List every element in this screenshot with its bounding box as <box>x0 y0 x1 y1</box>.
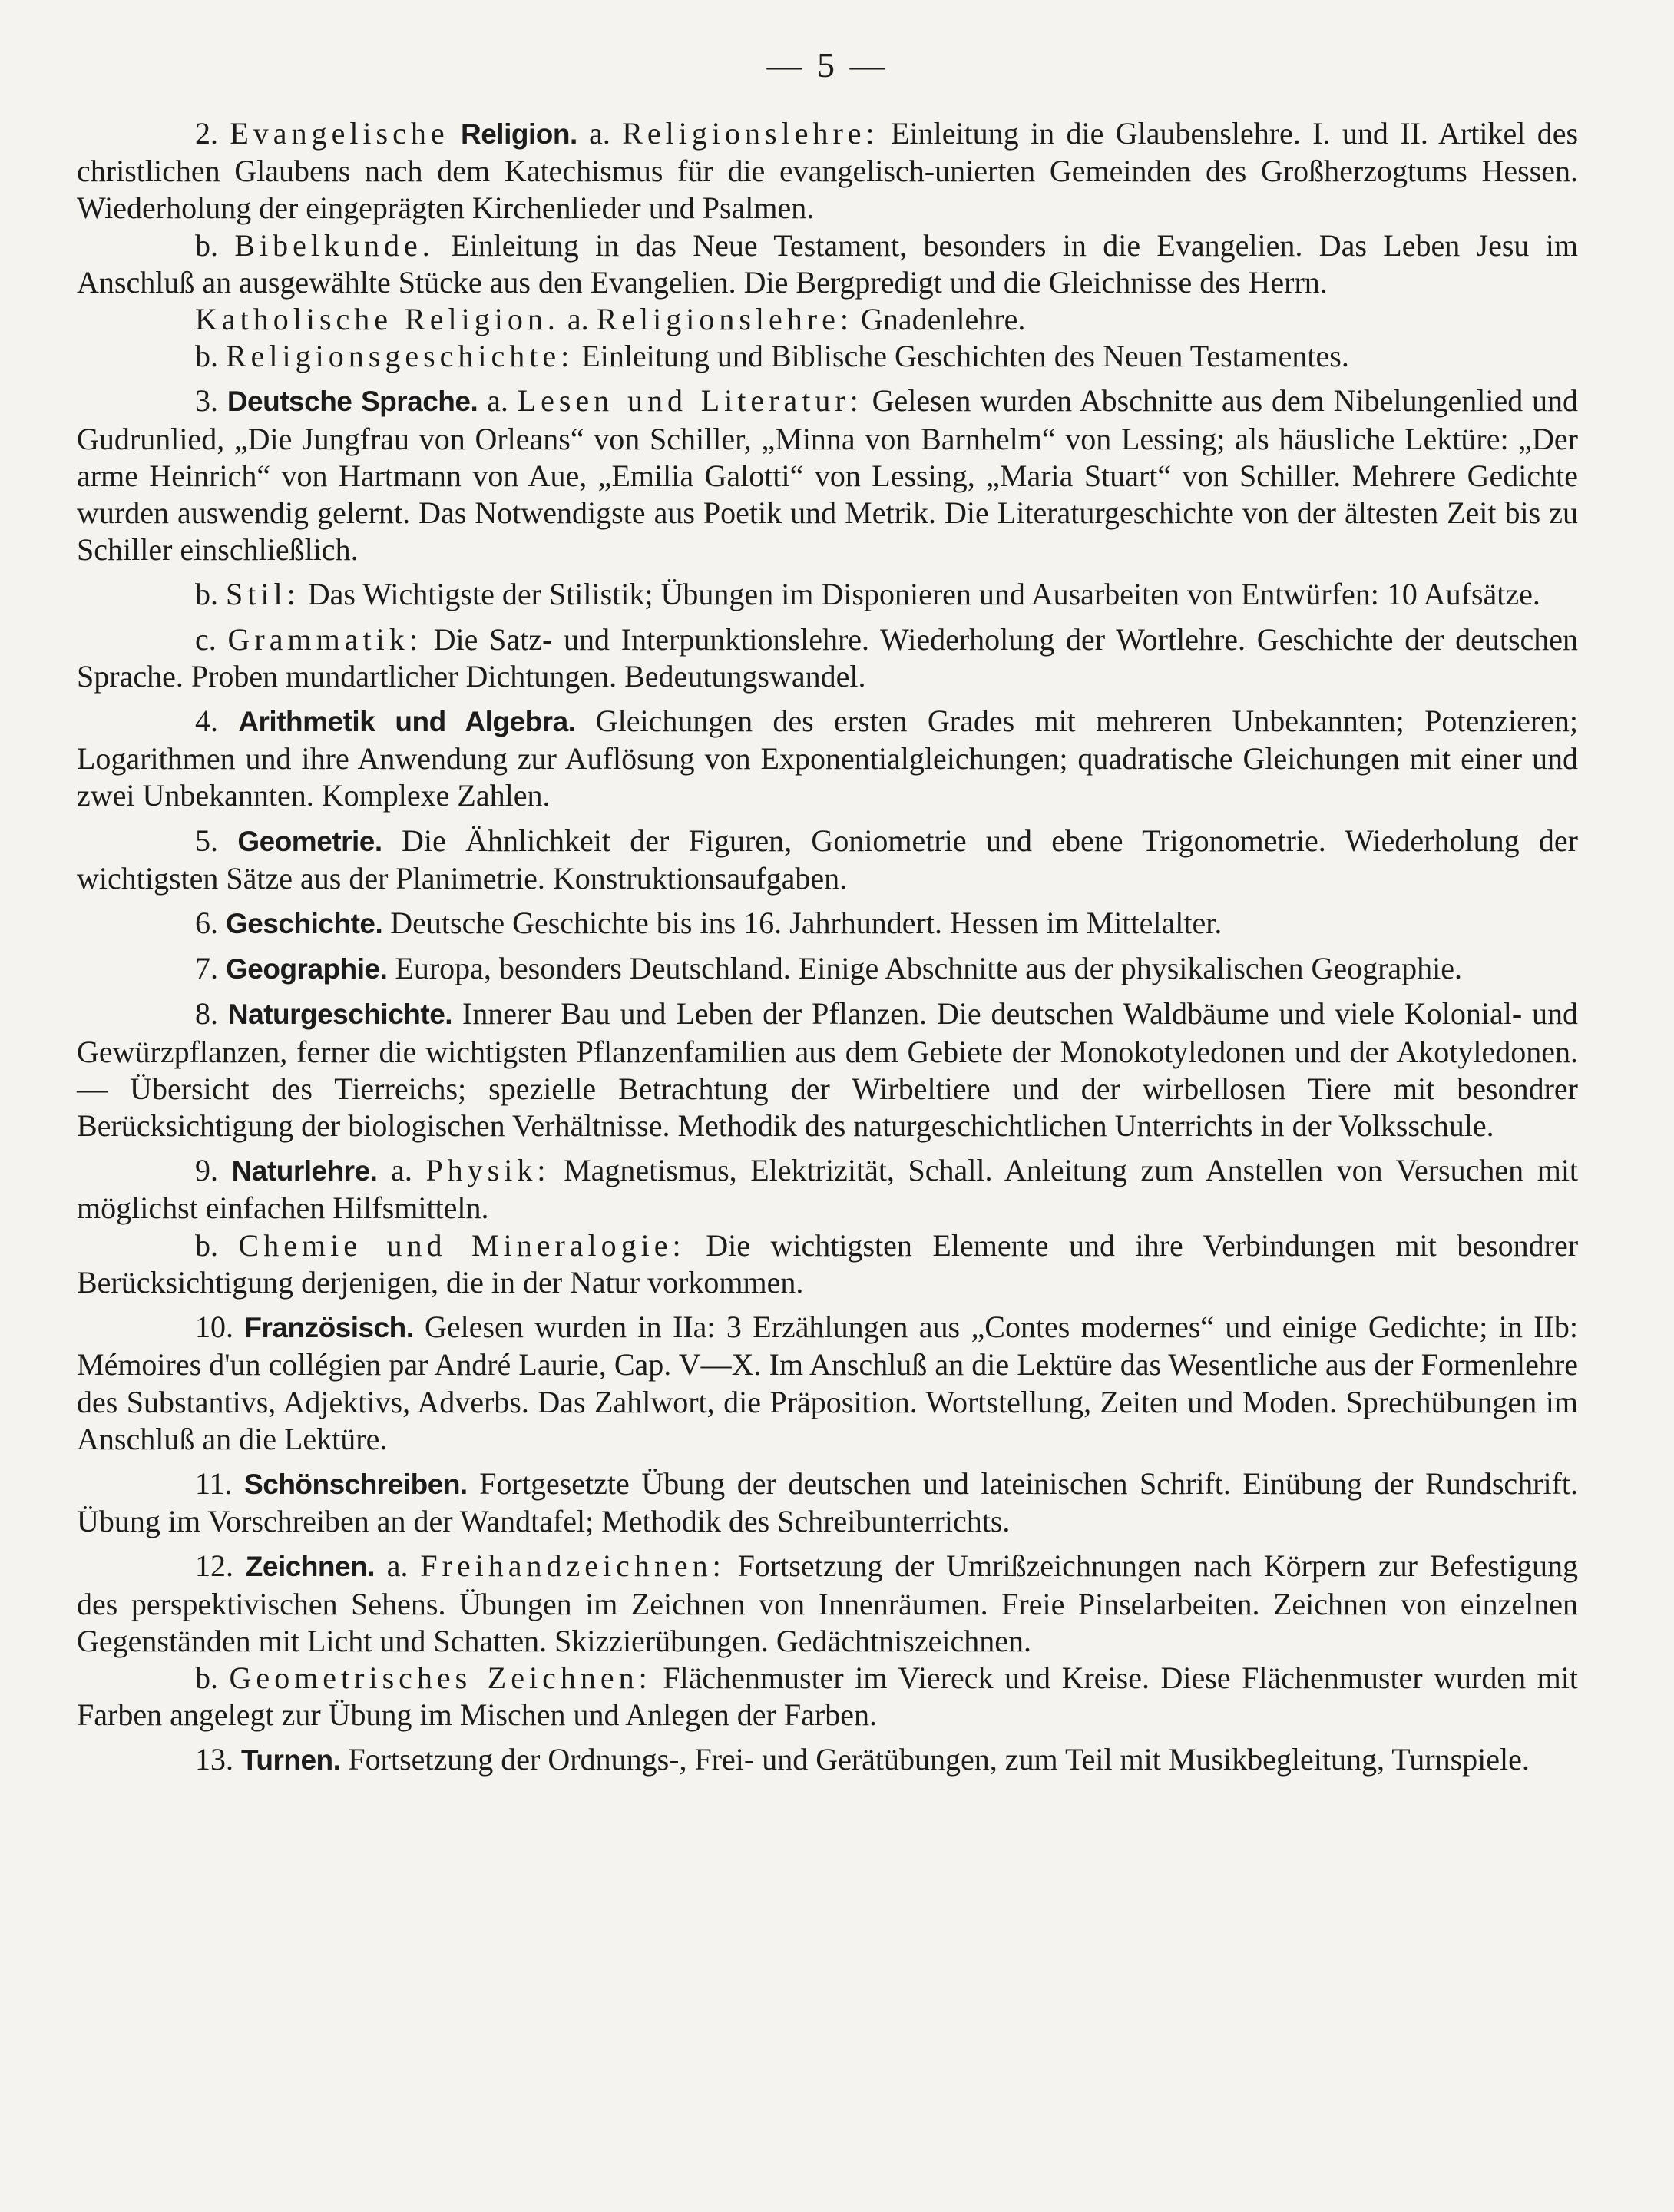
section-number: 4. <box>195 704 218 739</box>
section-text: Die wichtigsten Elemente und ihre Verbindungen mit besondrer Berücksichtigung derjenigen, die in der Natur vorkommen. <box>77 1227 1579 1300</box>
section-naturgeschichte <box>77 995 1578 1144</box>
subsection-label: Physik: <box>425 1153 551 1188</box>
section-text: Einleitung und Biblische Geschichten des Neuen Testamentes. <box>581 339 1349 374</box>
section-title: Deutsche Sprache. <box>227 386 478 418</box>
section-geographie <box>77 950 1578 988</box>
section-number: 9. <box>195 1153 218 1188</box>
section-title: Geschichte. <box>226 908 383 940</box>
section-title: Turnen. <box>241 1744 341 1777</box>
section-naturlehre-b <box>77 1227 1578 1301</box>
subsection-label: Katholische Religion. <box>195 302 560 337</box>
section-turnen <box>77 1741 1578 1779</box>
section-arithmetik <box>77 703 1578 815</box>
subsection-label: Religionsgeschichte: <box>226 339 574 374</box>
section-number: 7. <box>195 951 218 986</box>
section-text: Gelesen wurden Abschnitte aus dem Nibelungenlied und Gudrunlied, „Die Jungfrau von Orleans“ von Schiller, „Minna von Barnhelm“ von Lessing; als häusliche Lektüre: „Der arme Heinrich“ von Hartmann von Aue, „Emilia Galotti“ von Lessing, „Maria Stuart“ von Schiller. Mehrere Gedichte wurden auswendig gelernt. Das Notwendigste aus Poetik und Metrik. Die Literaturgeschichte von der ältesten Zeit bis zu Schiller einschließlich. <box>77 383 1579 568</box>
section-number: 10. <box>195 1310 233 1345</box>
section-text: Gleichungen des ersten Grades mit mehreren Unbekannten; Potenzieren; Logarithmen und ihre Anwendung zur Auflösung von Exponentialgleichungen; quadratische Gleichungen mit einer und zwei Unbekannten. Komplexe Zahlen. <box>77 704 1579 813</box>
section-zeichnen-b <box>77 1660 1578 1734</box>
section-title: Religion. <box>461 118 577 150</box>
section-text: Flächenmuster im Viereck und Kreise. Diese Flächenmuster wurden mit Farben angelegt zur Übung im Mischen und Anlegen der Farben. <box>77 1660 1579 1733</box>
subsection-label: Grammatik: <box>227 621 422 657</box>
section-text: Einleitung in die Glaubenslehre. I. und II. Artikel des christlichen Glaubens nach dem Katechismus für die evangelisch-unierten Gemeinden des Großherzogtums Hessen. Wiederholung der eingeprägten Kirchenlieder und Psalmen. <box>77 116 1579 226</box>
religion-lead: Evangelische <box>230 116 449 151</box>
page-number: — 5 — <box>766 45 888 84</box>
section-number: 6. <box>195 906 218 941</box>
section-deutsch <box>77 382 1578 568</box>
section-text: Die Satz- und Interpunktionslehre. Wiederholung der Wortlehre. Geschichte der deutschen Sprache. Proben mundartlicher Dichtungen. Bedeutungswandel. <box>77 621 1579 694</box>
subsection-label: Lesen und Literatur: <box>517 383 863 419</box>
section-text: Gelesen wurden in IIa: 3 Erzählungen aus „Contes modernes“ und einige Gedichte; in IIb: Mémoires d'un collégien par André Laurie, Cap. V—X. Im Anschluß an die Lektüre das Wesentliche aus der Formenlehre des Substantivs, Adjektivs, Adverbs. Das Zahlwort, die Präposition. Wortstellung, Zeiten und Moden. Sprechübungen im Anschluß an die Lektüre. <box>77 1310 1579 1456</box>
subsection-label: Freihandzeichnen: <box>420 1548 726 1584</box>
subsection-mark: b. <box>195 339 218 374</box>
section-text: Fortsetzung der Ordnungs-, Frei- und Gerätübungen, zum Teil mit Musikbegleitung, Turnspiele. <box>348 1742 1530 1777</box>
section-title: Schönschreiben. <box>244 1468 468 1500</box>
section-number: 5. <box>195 823 218 858</box>
subsection-mark: b. <box>195 577 218 612</box>
section-text: Einleitung in das Neue Testament, besonders in die Evangelien. Das Leben Jesu im Anschluß an ausgewählte Stücke aus den Evangelien. Die Bergpredigt und die Gleichnisse des Herrn. <box>77 227 1579 300</box>
section-text: Gnadenlehre. <box>861 302 1026 337</box>
subsection-label: Bibelkunde. <box>234 227 435 263</box>
section-number: 8. <box>195 996 218 1031</box>
section-number: 2. <box>195 116 218 151</box>
section-religion <box>77 115 1578 227</box>
subsection-label: Religionslehre: <box>596 302 853 337</box>
section-text: Die Ähnlichkeit der Figuren, Goniometrie und ebene Trigonometrie. Wiederholung der wichtigsten Sätze aus der Planimetrie. Konstruktionsaufgaben. <box>77 823 1579 896</box>
section-text: Innerer Bau und Leben der Pflanzen. Die deutschen Waldbäume und viele Kolonial- und Gewürzpflanzen, ferner die wichtigsten Pflanzenfamilien aus dem Gebiete der Monokotyledonen und der Akotyledonen. — Übersicht des Tierreichs; spezielle Betrachtung der Wirbeltiere und der wirbellosen Tiere mit besondrer Berücksichtigung der biologischen Verhältnisse. Methodik des naturgeschichtlichen Unterrichts in der Volksschule. <box>77 996 1579 1144</box>
section-number: 3. <box>195 383 218 419</box>
section-text: Magnetismus, Elektrizität, Schall. Anleitung zum Anstellen von Versuchen mit möglichst einfachen Hilfsmitteln. <box>77 1153 1579 1226</box>
subsection-label: Chemie und Mineralogie: <box>238 1227 686 1263</box>
section-zeichnen <box>77 1548 1578 1660</box>
section-number: 12. <box>195 1548 233 1584</box>
section-title: Zeichnen. <box>245 1551 375 1583</box>
section-number: 13. <box>195 1742 233 1777</box>
section-text: Das Wichtigste der Stilistik; Übungen im Disponieren und Ausarbeiten von Entwürfen: 10 Aufsätze. <box>307 577 1540 612</box>
section-title: Geographie. <box>226 953 388 985</box>
section-title: Naturgeschichte. <box>227 998 453 1031</box>
document-page <box>77 38 1578 1787</box>
section-kath-religion-b <box>77 338 1578 375</box>
section-title: Französisch. <box>244 1312 414 1344</box>
subsection-label: Geometrisches Zeichnen: <box>229 1660 652 1695</box>
section-title: Naturlehre. <box>231 1155 378 1187</box>
section-kath-religion <box>77 301 1578 338</box>
section-deutsch-c <box>77 621 1578 695</box>
subsection-mark: a. <box>589 116 610 151</box>
section-naturlehre <box>77 1152 1578 1227</box>
section-geometrie <box>77 823 1578 897</box>
section-text: Deutsche Geschichte bis ins 16. Jahrhundert. Hessen im Mittelalter. <box>390 906 1222 941</box>
subsection-mark: a. <box>391 1153 412 1188</box>
section-schoenschreiben <box>77 1465 1578 1540</box>
subsection-mark: c. <box>195 621 217 657</box>
subsection-mark: b. <box>195 1227 218 1263</box>
section-text: Fortsetzung der Umrißzeichnungen nach Körpern zur Befestigung des perspektivischen Sehens. Übungen im Zeichnen von Innenräumen. Freie Pinselarbeiten. Zeichnen von einzelnen Gegenständen mit Licht und Schatten. Skizzierübungen. Gedächtniszeichnen. <box>77 1548 1579 1658</box>
subsection-mark: a. <box>386 1548 409 1584</box>
subsection-mark: b. <box>195 1660 218 1695</box>
section-number: 11. <box>195 1465 233 1501</box>
subsection-label: Stil: <box>226 577 300 612</box>
section-text: Europa, besonders Deutschland. Einige Abschnitte aus der physikalischen Geographie. <box>395 951 1463 986</box>
section-title: Arithmetik und Algebra. <box>238 706 576 738</box>
section-deutsch-b <box>77 576 1578 613</box>
section-religion-b <box>77 227 1578 301</box>
section-title: Geometrie. <box>237 825 382 857</box>
subsection-label: Religionslehre: <box>622 116 879 151</box>
section-geschichte <box>77 905 1578 942</box>
section-franzoesisch <box>77 1309 1578 1458</box>
subsection-mark: a. <box>487 383 508 419</box>
subsection-mark: b. <box>195 227 218 263</box>
section-text: Fortgesetzte Übung der deutschen und lateinischen Schrift. Einübung der Rundschrift. Übung im Vorschreiben an der Wandtafel; Methodik des Schreibunterrichts. <box>77 1465 1579 1539</box>
subsection-mark: a. <box>567 302 589 337</box>
